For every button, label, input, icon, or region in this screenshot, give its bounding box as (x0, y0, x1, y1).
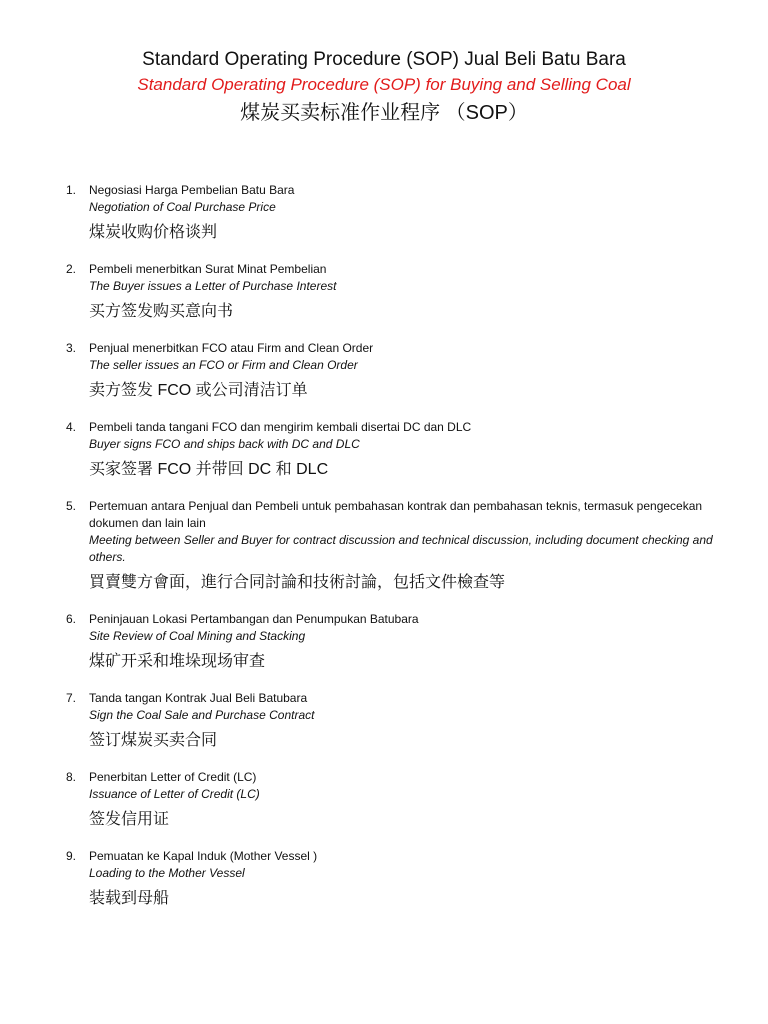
step-text-indonesian: Penerbitan Letter of Credit (LC) (89, 770, 257, 784)
step-text-english: Sign the Coal Sale and Purchase Contract (89, 708, 315, 722)
step-text-indonesian: Pertemuan antara Penjual dan Pembeli untuk pembahasan kontrak dan pembahasan teknis, termasuk pengecekan dokumen dan lain lain (89, 499, 703, 530)
step-number: 2. (66, 262, 77, 276)
step-text-chinese: 买方签发购买意向书 (89, 303, 234, 320)
step-text-chinese: 卖方签发 FCO 或公司清洁订单 (89, 382, 308, 399)
procedure-step (66, 848, 726, 910)
step-text-indonesian: Penjual menerbitkan FCO atau Firm and Clean Order (89, 341, 374, 355)
procedure-step (66, 611, 726, 673)
procedure-step (66, 690, 726, 752)
step-text-indonesian: Peninjauan Lokasi Pertambangan dan Penumpukan Batubara (89, 612, 419, 626)
procedure-step (66, 182, 726, 244)
title-chinese: 煤炭买卖标准作业程序 （SOP） (240, 102, 528, 124)
step-text-indonesian: Tanda tangan Kontrak Jual Beli Batubara (89, 691, 308, 705)
step-number: 9. (66, 849, 77, 863)
step-text-indonesian: Pemuatan ke Kapal Induk (Mother Vessel ) (89, 849, 318, 863)
step-text-chinese: 煤矿开采和堆垛现场审查 (89, 653, 266, 670)
step-number: 3. (66, 341, 77, 355)
step-number: 1. (66, 183, 77, 197)
step-text-indonesian: Negosiasi Harga Pembelian Batu Bara (89, 183, 295, 197)
step-text-english: Buyer signs FCO and ships back with DC and DLC (89, 437, 360, 451)
step-text-english: Site Review of Coal Mining and Stacking (89, 629, 306, 643)
step-text-indonesian: Pembeli tanda tangani FCO dan mengirim kembali disertai DC dan DLC (89, 420, 472, 434)
step-number: 7. (66, 691, 77, 705)
procedure-step (66, 419, 726, 481)
procedure-step (66, 261, 726, 323)
procedure-step (66, 340, 726, 402)
step-text-english: Negotiation of Coal Purchase Price (89, 200, 276, 214)
step-text-chinese: 買賣雙方會面，進行合同討論和技術討論，包括文件檢查等 (89, 574, 506, 591)
step-text-english: The seller issues an FCO or Firm and Clean Order (89, 358, 358, 372)
step-number: 8. (66, 770, 77, 784)
title-indonesian: Standard Operating Procedure (SOP) Jual Beli Batu Bara (142, 49, 626, 70)
step-text-indonesian: Pembeli menerbitkan Surat Minat Pembelian (89, 262, 327, 276)
procedure-step (66, 498, 726, 594)
step-text-chinese: 签发信用证 (89, 811, 170, 828)
step-text-chinese: 买家签署 FCO 并带回 DC 和 DLC (89, 461, 329, 478)
step-number: 5. (66, 499, 77, 513)
step-text-chinese: 煤炭收购价格谈判 (89, 224, 218, 241)
step-text-chinese: 签订煤炭买卖合同 (89, 732, 218, 749)
step-number: 4. (66, 420, 77, 434)
document-header (0, 48, 768, 126)
step-text-english: The Buyer issues a Letter of Purchase Interest (89, 279, 337, 293)
title-english: Standard Operating Procedure (SOP) for Buying and Selling Coal (137, 75, 631, 94)
procedure-step (66, 769, 726, 831)
step-text-english: Meeting between Seller and Buyer for contract discussion and technical discussion, including document checking and others. (89, 533, 713, 564)
step-text-chinese: 装载到母船 (89, 890, 170, 907)
step-number: 6. (66, 612, 77, 626)
step-text-english: Issuance of Letter of Credit (LC) (89, 787, 260, 801)
procedure-step-list (66, 182, 726, 927)
step-text-english: Loading to the Mother Vessel (89, 866, 245, 880)
